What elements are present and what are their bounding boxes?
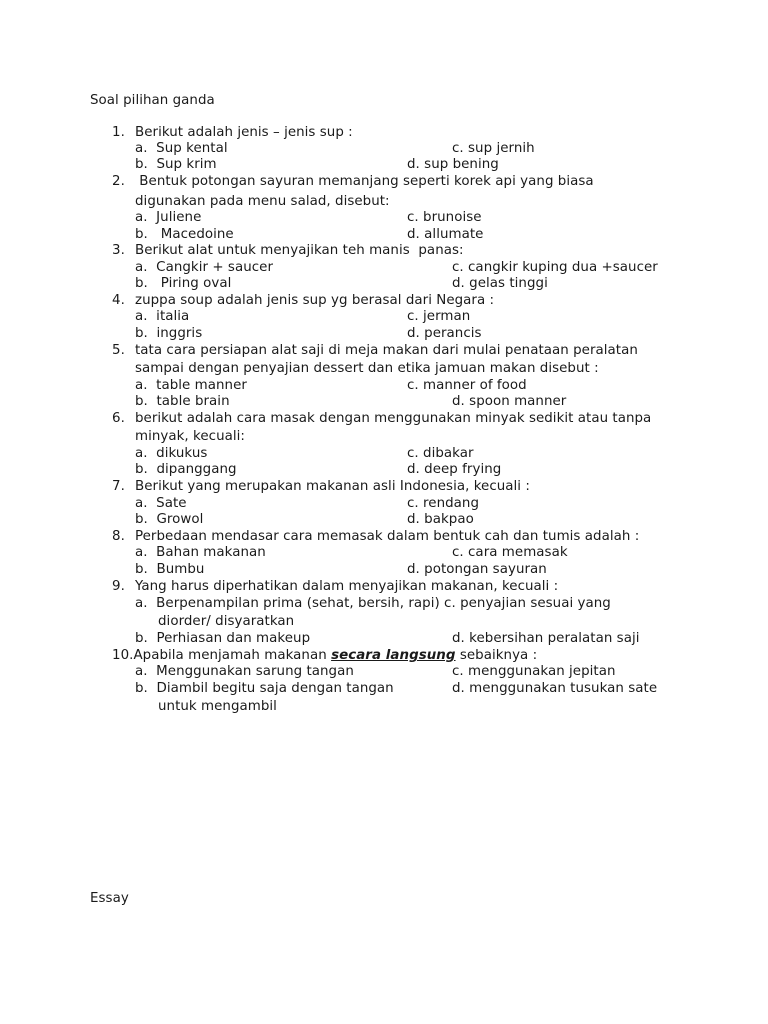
option-c: c. dibakar: [407, 446, 474, 461]
option-b: b. dipanggang: [135, 462, 237, 477]
option-b: b. Diambil begitu saja dengan tangan: [135, 681, 394, 696]
question-text: Perbedaan mendasar cara memasak dalam bentuk cah dan tumis adalah :: [135, 529, 640, 544]
option-d: d. gelas tinggi: [452, 276, 548, 291]
option-c: c. cara memasak: [452, 545, 568, 560]
option-d: d. sup bening: [407, 157, 499, 172]
question-text-post: sebaiknya :: [455, 648, 538, 663]
option-c: c. sup jernih: [452, 141, 535, 156]
option-a: a. Sup kental: [135, 141, 228, 156]
question-number: 6.: [112, 411, 125, 426]
question-text: Berikut yang merupakan makanan asli Indonesia, kecuali :: [135, 479, 530, 494]
question-number: 5.: [112, 343, 125, 358]
question-number: 1.: [112, 125, 125, 140]
question-text: berikut adalah cara masak dengan menggunakan minyak sedikit atau tanpa: [135, 411, 652, 426]
option-a: a. dikukus: [135, 446, 208, 461]
option-b: b. inggris: [135, 326, 203, 341]
option-b: b. Sup krim: [135, 157, 217, 172]
question-number: 3.: [112, 243, 125, 258]
option-a: a. Cangkir + saucer: [135, 260, 274, 275]
option-b: b. Macedoine: [135, 227, 234, 242]
option-c: c. manner of food: [407, 378, 527, 393]
question-number: 2.: [112, 174, 125, 189]
question-text-continued: minyak, kecuali:: [135, 429, 245, 444]
question-number: 4.: [112, 293, 125, 308]
question-number: 10.: [112, 648, 134, 663]
option-b: b. Piring oval: [135, 276, 232, 291]
option-a: a. Sate: [135, 496, 187, 511]
option-b: b. Bumbu: [135, 562, 205, 577]
option-d: d. menggunakan tusukan sate: [452, 681, 658, 696]
question-text-continued: digunakan pada menu salad, disebut:: [135, 194, 390, 209]
question-number: 8.: [112, 529, 125, 544]
option-c: c. rendang: [407, 496, 480, 511]
option-a: a. Juliene: [135, 210, 202, 225]
option-b: b. Growol: [135, 512, 204, 527]
option-b: b. table brain: [135, 394, 230, 409]
option-c: c. jerman: [407, 309, 471, 324]
question-text: Yang harus diperhatikan dalam menyajikan makanan, kecuali :: [135, 579, 559, 594]
option-a-with-c: a. Berpenampilan prima (sehat, bersih, rapi) c. penyajian sesuai yang: [135, 596, 611, 611]
option-continued: diorder/ disyaratkan: [158, 614, 295, 629]
question-text: tata cara persiapan alat saji di meja makan dari mulai penataan peralatan: [135, 343, 638, 358]
option-d: d. spoon manner: [452, 394, 567, 409]
option-a: a. italia: [135, 309, 190, 324]
option-a: a. Bahan makanan: [135, 545, 266, 560]
question-text-continued: sampai dengan penyajian dessert dan etika jamuan makan disebut :: [135, 361, 599, 376]
question-text: Bentuk potongan sayuran memanjang seperti korek api yang biasa: [135, 174, 594, 189]
option-d: d. kebersihan peralatan saji: [452, 631, 640, 646]
option-b: b. Perhiasan dan makeup: [135, 631, 311, 646]
option-d: d. bakpao: [407, 512, 474, 527]
question-number: 9.: [112, 579, 125, 594]
option-a: a. Menggunakan sarung tangan: [135, 664, 354, 679]
option-d: d. deep frying: [407, 462, 502, 477]
option-c: c. brunoise: [407, 210, 482, 225]
question-text: Berikut adalah jenis – jenis sup :: [135, 125, 353, 140]
option-a: a. table manner: [135, 378, 247, 393]
question-text: zuppa soup adalah jenis sup yg berasal dari Negara :: [135, 293, 495, 308]
option-d: d. potongan sayuran: [407, 562, 547, 577]
section-title-essay: Essay: [90, 891, 129, 906]
emphasized-phrase: secara langsung: [331, 648, 456, 663]
option-d: d. allumate: [407, 227, 484, 242]
option-c: c. menggunakan jepitan: [452, 664, 616, 679]
section-title-multiple-choice: Soal pilihan ganda: [90, 93, 215, 108]
question-text: [112, 648, 537, 664]
question-number: 7.: [112, 479, 125, 494]
question-text: Berikut alat untuk menyajikan teh manis panas:: [135, 243, 464, 258]
option-c: c. cangkir kuping dua +saucer: [452, 260, 658, 275]
option-continued: untuk mengambil: [158, 699, 277, 714]
option-d: d. perancis: [407, 326, 482, 341]
question-text-pre: Apabila menjamah makanan: [133, 648, 332, 663]
